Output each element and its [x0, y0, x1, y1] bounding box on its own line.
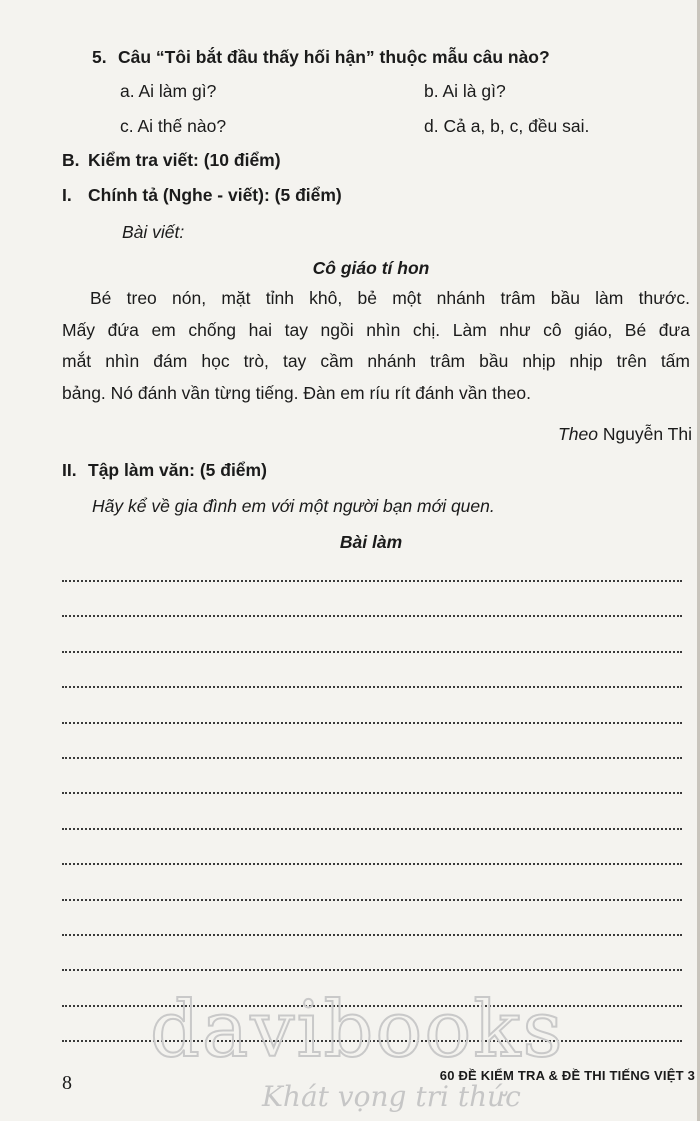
answer-line	[62, 686, 682, 688]
question-text: Câu “Tôi bắt đầu thấy hối hận” thuộc mẫu câu nào?	[118, 47, 550, 67]
answer-line	[62, 969, 682, 971]
passage-line: Mấy đứa em chống hai tay ngồi nhìn chị. Làm như cô giáo, Bé đưa	[62, 319, 690, 340]
part-1-heading	[62, 184, 342, 206]
source-author: Nguyễn Thi	[602, 424, 692, 444]
answer-line	[62, 899, 682, 901]
answer-line	[62, 580, 682, 582]
watermark-slogan: Khát vọng tri thức	[262, 1080, 521, 1113]
answer-line	[62, 934, 682, 936]
part-1-label: I.	[62, 185, 72, 205]
option-d: d. Cả a, b, c, đều sai.	[424, 116, 590, 136]
watermark-brand: davibooks	[150, 985, 565, 1075]
passage-line: Bé treo nón, mặt tỉnh khô, bẻ một nhánh trâm bầu làm thước.	[90, 288, 690, 308]
part-1-title: Chính tả (Nghe - viết): (5 điểm)	[88, 185, 342, 205]
answer-line	[62, 651, 682, 653]
passage-line: mắt nhìn đám học trò, tay cầm nhánh trâm bầu nhịp nhịp trên tấm	[62, 351, 690, 371]
answer-line	[62, 792, 682, 794]
part-2-label: II.	[62, 460, 77, 480]
option-a: a. Ai làm gì?	[120, 81, 217, 101]
part-2-title: Tập làm văn: (5 điểm)	[88, 460, 267, 480]
section-b-title: Kiểm tra viết: (10 điểm)	[88, 150, 281, 170]
question-number: 5.	[92, 47, 107, 67]
answer-line	[62, 863, 682, 865]
answer-line	[62, 722, 682, 724]
book-title-footer: 60 ĐỀ KIỂM TRA & ĐỀ THI TIẾNG VIỆT 3	[439, 1068, 695, 1083]
option-c: c. Ai thế nào?	[120, 116, 227, 136]
option-b: b. Ai là gì?	[424, 81, 506, 101]
page-number: 8	[62, 1072, 72, 1094]
source-prefix: Theo	[558, 424, 598, 444]
composition-prompt: Hãy kể về gia đình em với một người bạn mới quen.	[92, 496, 495, 516]
question-5	[92, 46, 550, 68]
answer-heading: Bài làm	[339, 532, 403, 552]
dictation-title: Cô giáo tí hon	[312, 258, 430, 278]
dictation-passage	[62, 283, 690, 409]
section-b-heading	[62, 149, 281, 171]
answer-line	[62, 828, 682, 830]
answer-line	[62, 757, 682, 759]
section-b-label: B.	[62, 150, 80, 170]
passage-source	[558, 423, 692, 445]
part-2-heading	[62, 459, 267, 481]
answer-line	[62, 615, 682, 617]
dictation-intro: Bài viết:	[122, 222, 185, 242]
passage-line: bảng. Nó đánh vần từng tiếng. Đàn em ríu rít đánh vần theo.	[62, 382, 531, 403]
